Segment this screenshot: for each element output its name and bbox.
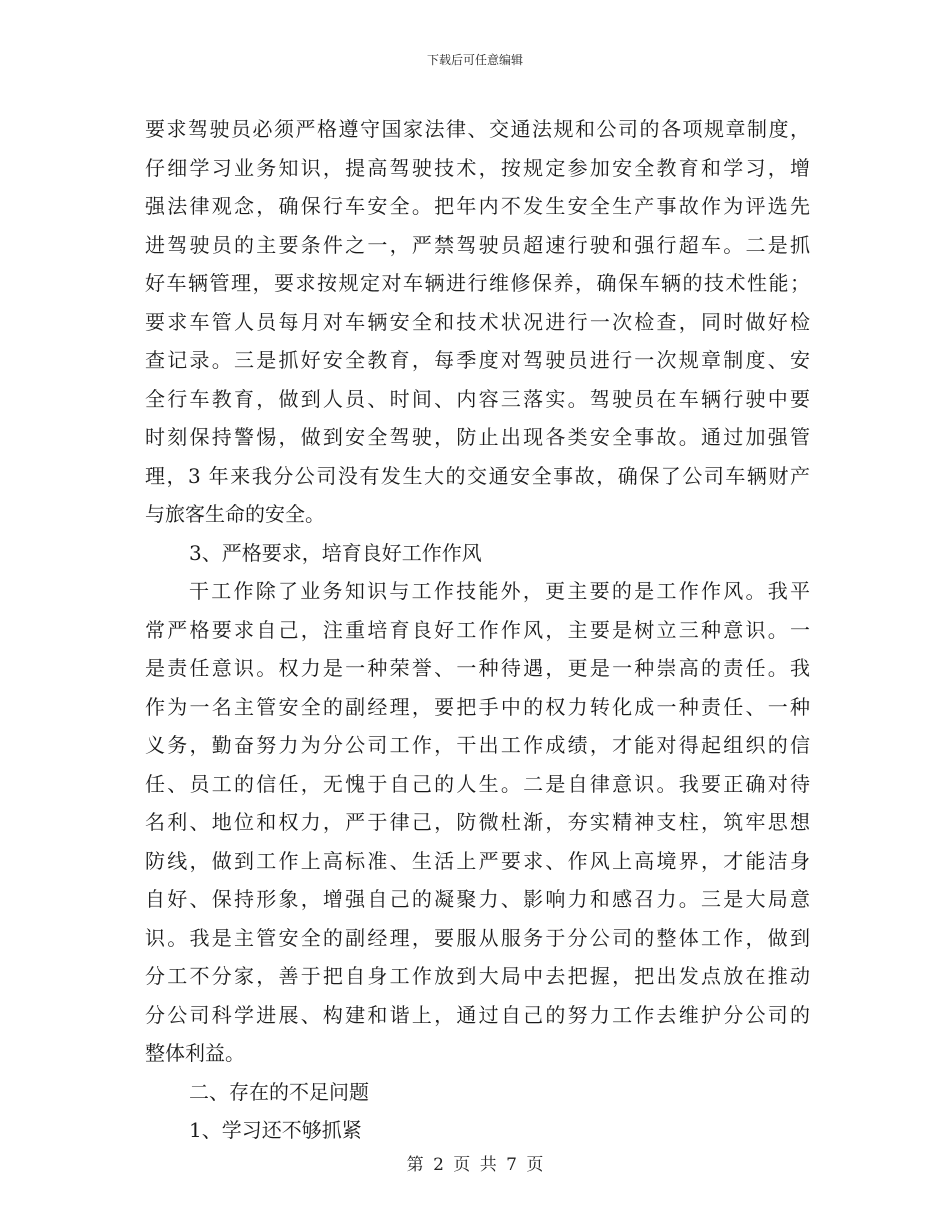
paragraph-line: 整体利益。 bbox=[145, 1041, 245, 1065]
paragraph-line: 自好、保持形象，增强自己的凝聚力、影响力和感召力。三是大局意 bbox=[145, 887, 810, 911]
paragraph-line: 分工不分家，善于把自身工作放到大局中去把握，把出发点放在推动 bbox=[145, 964, 810, 988]
paragraph-line: 义务，勤奋努力为分公司工作，干出工作成绩，才能对得起组织的信 bbox=[145, 733, 810, 757]
paragraph-line: 识。我是主管安全的副经理，要服从服务于分公司的整体工作，做到 bbox=[145, 925, 810, 950]
paragraph-line: 分公司科学进展、构建和谐上，通过自己的努力工作去维护分公司的 bbox=[145, 1002, 810, 1027]
subsection-heading: 1、学习还不够抓紧 bbox=[189, 1118, 362, 1142]
section-heading: 二、存在的不足问题 bbox=[189, 1079, 369, 1104]
paragraph-line: 要求驾驶员必须严格遵守国家法律、交通法规和公司的各项规章制度， bbox=[145, 117, 810, 141]
paragraph-line: 进驾驶员的主要条件之一，严禁驾驶员超速行驶和强行超车。二是抓 bbox=[145, 232, 810, 257]
paragraph-line: 常严格要求自己，注重培育良好工作作风，主要是树立三种意识。一 bbox=[145, 617, 810, 642]
paragraph-line: 任、员工的信任，无愧于自己的人生。二是自律意识。我要正确对待 bbox=[145, 771, 810, 796]
paragraph-line: 理，3 年来我分公司没有发生大的交通安全事故，确保了公司车辆财产 bbox=[145, 463, 810, 488]
paragraph-line: 作为一名主管安全的副经理，要把手中的权力转化成一种责任、一种 bbox=[145, 694, 810, 719]
page-number-footer: 第 2 页 共 7 页 bbox=[406, 1155, 544, 1175]
paragraph-line: 与旅客生命的安全。 bbox=[145, 502, 325, 526]
paragraph-line: 是责任意识。权力是一种荣誉、一种待遇，更是一种崇高的责任。我 bbox=[145, 656, 810, 680]
paragraph-line: 要求车管人员每月对车辆安全和技术状况进行一次检查，同时做好检 bbox=[145, 309, 810, 334]
paragraph-line: 干工作除了业务知识与工作技能外，更主要的是工作作风。我平 bbox=[189, 579, 810, 603]
paragraph-line: 查记录。三是抓好安全教育，每季度对驾驶员进行一次规章制度、安 bbox=[145, 348, 810, 372]
paragraph-line: 时刻保持警惕，做到安全驾驶，防止出现各类安全事故。通过加强管 bbox=[145, 425, 810, 449]
paragraph-line: 强法律观念，确保行车安全。把年内不发生安全生产事故作为评选先 bbox=[145, 194, 810, 218]
page-header: 下载后可任意编辑 bbox=[426, 53, 523, 67]
paragraph-line: 好车辆管理，要求按规定对车辆进行维修保养，确保车辆的技术性能； bbox=[145, 271, 810, 295]
paragraph-line: 名利、地位和权力，严于律己，防微杜渐，夯实精神支柱，筑牢思想 bbox=[145, 810, 810, 834]
document-body bbox=[145, 110, 810, 1150]
section-heading: 3、严格要求，培育良好工作作风 bbox=[189, 540, 482, 565]
paragraph-line: 全行车教育，做到人员、时间、内容三落实。驾驶员在车辆行驶中要 bbox=[145, 386, 810, 411]
paragraph-line: 仔细学习业务知识，提高驾驶技术，按规定参加安全教育和学习，增 bbox=[145, 155, 810, 180]
paragraph-line: 防线，做到工作上高标准、生活上严要求、作风上高境界，才能洁身 bbox=[145, 848, 810, 873]
